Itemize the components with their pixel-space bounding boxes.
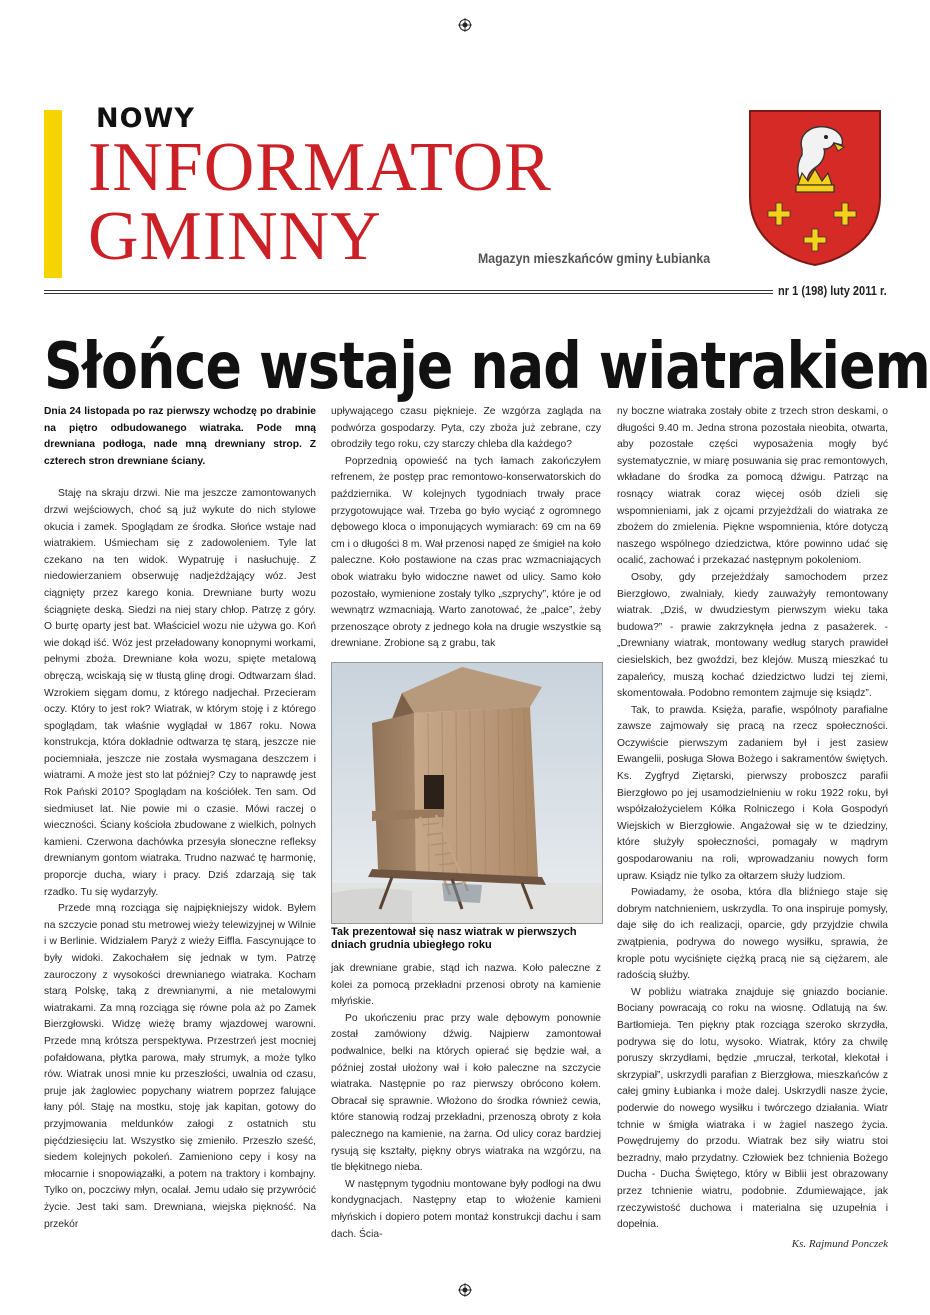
- photo-caption: Tak prezentował się nasz wiatrak w pierwszych dniach grudnia ubiegłego roku: [331, 926, 577, 951]
- paragraph: W następnym tygodniu montowane były podłogi na dwu kondygnacjach. Następny etap to włożenie kamieni młyńskich i dopiero potem montaż konstrukcji dachu i sam dach. Ścia-: [331, 1178, 601, 1240]
- masthead-rule: [44, 290, 773, 294]
- coat-of-arms-icon: [746, 107, 884, 269]
- paragraph: Powiadamy, że osoba, która dla bliźniego staje się dobrym natchnieniem, uskrzydla. To ona inspiruje pomysły, daje siłę do ich realizacji, oparcie, gdy przyjdzie chwila zwątpienia, podrywa do nowego wysiłku, sprawia, że krople potu wyciśnięte ciężką pracą nie są ciężarem, ale radością służby.: [617, 887, 888, 982]
- paragraph: Staję na skraju drzwi. Nie ma jeszcze zamontowanych drzwi wejściowych, choć są już wykute do nich stylowe okucia i zamek. Spoglądam ze środka. Słońce wstaje nad wiatrakiem. Uśmiecham się z zadowoleniem. Tyle lat czekano na ten widok. Wypatruję i nasłuchuję. Z niedowierzaniem obserwuję nadjeżdżający wóz. Jest ciągnięty przez karego konia. Drewniane burty wozu ściągnięte deską. Siedzi na niej stary chłop. Patrzę z góry. O burtę oparty jest bat. Właściciel wozu nie używa go. Koń wie dokąd iść. Wóz jest przeładowany konopnymi workami, pełnymi zboża. Drewniane koła wozu, spięte metalową obręczą, wciskają się w tłustą glinę drogi. Odtwarzam ślad. Wzrokiem sięgam domu, z którego nadjechał. Przecieram oczy. Który to jest rok? Wiatrak, w którym stoję i z którego spoglądam, tak właśnie wyglądał w 1867 roku. Nowa konstrukcja, która dokładnie odtwarza tę starą, jeszcze nie pociemniała, jeszcze nie została wysmagana deszczem i wiatrami. A może jest sto lat później? Czy to naprawdę jest Rok Pański 2010? Spoglądam na kościółek. Ten sam. Od siedmiuset lat. Nie powie mi o czasie. Mówi raczej o wieczności. Ściany kościoła zbudowane z wielkich, polnych kamieni. Czerwona dachówka przesyła słoneczne refleksy drewnianym gontom wiatraka. Trudno nazwać tę harmonię, proporcje ducha, wiary i pracy. Dziś zdarzają się tak rzadko. Tu się wydarzyły.: [44, 488, 316, 898]
- paragraph: Poprzednią opowieść na tych łamach zakończyłem refrenem, że postęp prac remontowo-konserwatorskich do października. W kolejnych tygodniach trwały prace przygotowujące wał. Trzeba go było wyciąć z ogromnego dębowego kloca o imponujących wymiarach: 69 cm na 69 cm i o długości 8 m. Wał przenosi napęd ze śmigieł na koło paleczne. Koło postawione na czas prac wzmacniających obok wiatraku było widoczne nawet od ulicy. Samo koło pozostało, wymienione zostały tylko „szprychy”, które je od wewnątrz wzmacniają. Warto zanotować, że „palce”, żeby przenoszące obroty z jednego koła na drugie wszystkie są drewniane. Zrobione są z grabu, tak: [331, 455, 601, 650]
- masthead-nowy: NOWY: [96, 103, 195, 134]
- paragraph: Tak, to prawda. Księża, parafie, wspólnoty parafialne zawsze zajmowały się pracą na rzecz społeczności. Oczywiście pierwszym zadaniem był i jest zasiew Ewangelii, posługa Słowa Bożego i sakramentów świętych. Ks. Zygfryd Ziętarski, pierwszy proboszcz parafii Bierzgłowo po jej usamodzielnieniu w roku 1922 roku, był współzałożycielem Kółka Rolniczego i Koła Gospodyń Wiejskich w Bierzgłowie. Angażował się w te dziedziny, które służyły społeczności, pomagały w mądrym gospodarowaniu na roli, wprowadzaniu nowych form upraw. Ksiądz nie tylko za ołtarzem służy ludziom.: [617, 704, 888, 882]
- article-lead: Dnia 24 listopada po raz pierwszy wchodzę po drabinie na piętro odbudowanego wiatraka. Pode mną drewniana podłoga, nade mną drewniany strop. Z czterech stron drewniane ściany.: [44, 406, 316, 467]
- registration-mark-icon: [458, 1283, 472, 1297]
- article-author: Ks. Rajmund Ponczek: [791, 1237, 888, 1250]
- masthead-title-line2: GMINNY: [88, 198, 382, 275]
- masthead-subtitle: Magazyn mieszkańców gminy Łubianka: [478, 250, 711, 266]
- masthead-title-line1: INFORMATOR: [88, 129, 552, 206]
- windmill-photo: [331, 662, 603, 924]
- article-column-2: [331, 404, 601, 653]
- paragraph: W pobliżu wiatraka znajduje się gniazdo bocianie. Bociany powracają co roku na wiosnę. Odlatują na św. Bartłomieja. Ten piękny ptak rozciąga szeroko skrzydła, podrywa się do lotu, wysoko. Wiatrak, który za chwilę poruszy skrzydłami, będzie „mruczał, terkotał, klekotał i skrzypiał”, uskrzydli parafian z Bierzgłowa, mieszkańców z całej gminy Łubianka i może dalej. Uskrzydli nasze życie, poderwie do nowego wysiłku i twórczego działania. Wiatr tchnie w śmigła wiatraka i w żagiel naszego życia. Powędrujemy do przodu. Wiatrak bez siły wiatru stoi bezradny, mało przydatny. Człowiek bez tchnienia Bożego Ducha - Ducha Świętego, który w Biblii jest obrazowany przez tchnienie wiatru, podobnie. Zdumiewające, jak rzeczywistość duchowa i materialna się uzupełnia i dopełnia.: [617, 986, 888, 1231]
- paragraph: Po ukończeniu prac przy wale dębowym ponownie został zamówiony dźwig. Najpierw zamontował podwalnice, belki na których opierać się będzie wał, a później został ułożony wał i koło paleczne na szczycie wiatraka. Następnie po raz pierwszy obrócono kołem. Obracał się sprawnie. Włożono do środka również cewia, które stanowią rodzaj przekładni, przenoszą obroty z koła palecznego na kamienie, na żarna. Od ulicy coraz bardziej rysują się kształty, piękny obrys wiatraka na wzgórzu, na tle błękitnego nieba.: [331, 1012, 601, 1174]
- article-column-2-continued: [331, 961, 601, 1243]
- registration-mark-icon: [458, 18, 472, 32]
- article-column-1: [44, 404, 316, 1233]
- masthead-accent-bar: [44, 110, 62, 278]
- article-headline: Słońce wstaje nad wiatrakiem: [44, 330, 930, 404]
- paragraph: Osoby, gdy przejeżdżały samochodem przez Bierzgłowo, zwalniały, kiedy zauważyły remontowany wiatrak. „Dziś, w dwudziestym pierwszym wieku taka budowa?” - prawie zakrzyknęła jedna z pasażerek. - „Drewniany wiatrak, montowany według starych prawideł ciesielskich, bez gwoździ, bez klejów. Muszą mieszkać tu zapaleńcy, muszą kochać dziedzictwo ludzi tej ziemi, skomentowała. Podobno remontem zajmuje się ksiądz”.: [617, 571, 888, 700]
- article-column-3: [617, 404, 888, 1252]
- issue-number: nr 1 (198) luty 2011 r.: [778, 283, 887, 298]
- paragraph: Przede mną rozciąga się najpiękniejszy widok. Byłem na szczycie ponad stu metrowej wieży telewizyjnej w Wilnie i w Berlinie. Widziałem Paryż z wieży Eiffla. Fascynujące to były widoki. Zakochałem się jednak w tym. Patrzę zauroczony z wysokości drewnianego wiatraka. Kocham starą Polskę, taką z drewnianymi, a nie metalowymi wiatrakami. Za mną rozciąga się równe pola aż po Zamek Bierzgłowski. Widzę wieżę bramy wjazdowej warowni. Przede mną krótsza perspektywa. Przestrzeń jest mocniej pofałdowana, płytka parowa, mały strumyk, a może tylko rów. Wiatrak unosi mnie ku przeszłości, uwalnia od czasu, pruje jak żaglowiec popychany wiatrem poprzez falujące łany pól. Staję na mostku, stoję jak kapitan, gotowy do przyjmowania meldunków załogi z ostatnich stu pięćdziesięciu lat. Wszystko się zmieniło. Przeszło sześć, siedem kolejnych pokoleń. Zamieniono cepy i kosy na młocarnie i snopowiązałki, a potem na traktory i kombajny. Tylko on, poczciwy młyn, ocalał. Jemu udało się przywrócić życie. Jest taki sam. Drewniana, wiejska piękność. Na przekór: [44, 903, 316, 1230]
- paragraph: ny boczne wiatraka zostały obite z trzech stron deskami, o długości 9.40 m. Jedna strona pozostała nieobita, otwarta, aby pozostałe części wyposażenia mogły być systematycznie, w miarę posuwania się prac remontowych, wkładane do środka za pomocą dźwigu. Patrząc na rosnący wiatrak coraz więcej osób dzieli się wspomnieniami, jak z ojcami przyjeżdżali do wiatraka ze zbożem do zmielenia. Piękne wspomnienia, które dotyczą naszego wspólnego dziedzictwa, które powinno udać się ocalić, zachować i przekazać następnym pokoleniom.: [617, 406, 888, 567]
- paragraph: jak drewniane grabie, stąd ich nazwa. Koło paleczne z kolei za pomocą przekładni przenosi obroty na kamienie młyńskie.: [331, 963, 601, 1008]
- paragraph: upływającego czasu pięknieje. Ze wzgórza zagląda na podwórza gospodarzy. Pyta, czy zboża już zebrane, czy obrodziły tego roku, czy starczy chleba dla każdego?: [331, 406, 601, 451]
